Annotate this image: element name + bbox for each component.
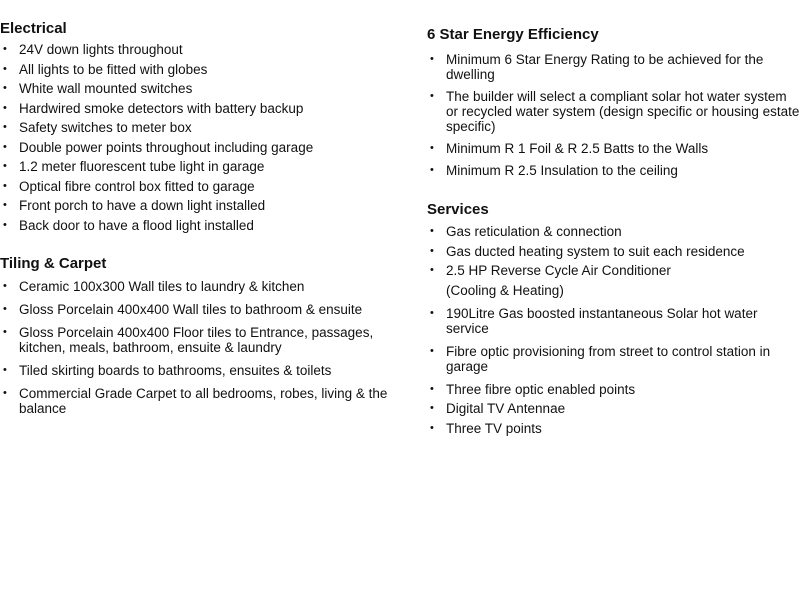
bullet-icon: • — [3, 218, 7, 231]
list-item: • Ceramic 100x300 Wall tiles to laundry & kitchen — [3, 279, 305, 294]
bullet-icon: • — [430, 382, 434, 395]
list-item: • Back door to have a flood light installed — [3, 217, 254, 233]
list-item-continuation: (Cooling & Heating) — [446, 282, 564, 298]
electrical-section — [0, 20, 405, 237]
tiling-carpet-heading: Tiling & Carpet — [0, 255, 107, 272]
bullet-icon: • — [3, 303, 7, 315]
bullet-icon: • — [3, 326, 7, 338]
list-item: • 24V down lights throughout — [3, 42, 183, 57]
list-item: • Safety switches to meter box — [3, 120, 192, 135]
services-section — [427, 201, 800, 440]
bullet-icon: • — [3, 140, 7, 153]
electrical-list — [0, 42, 405, 233]
bullet-icon: • — [430, 90, 434, 102]
bullet-icon: • — [430, 306, 434, 319]
bullet-icon: • — [430, 244, 434, 257]
list-item: • Optical fibre control box fitted to garage — [3, 178, 255, 194]
bullet-icon: • — [430, 344, 434, 357]
tiling-carpet-list — [0, 279, 405, 416]
bullet-icon: • — [3, 387, 7, 399]
bullet-icon: • — [3, 62, 7, 75]
bullet-icon: • — [3, 121, 7, 133]
bullet-icon: • — [430, 402, 434, 414]
list-item: • 1.2 meter fluorescent tube light in garage — [3, 159, 265, 174]
bullet-icon: • — [3, 82, 7, 94]
list-item: • Minimum R 2.5 Insulation to the ceiling — [430, 163, 678, 178]
bullet-icon: • — [3, 160, 7, 172]
list-item: • Double power points throughout including garage — [3, 139, 314, 155]
list-item: • Minimum 6 Star Energy Rating to be achieved for the dwelling — [430, 52, 764, 82]
services-heading: Services — [427, 201, 489, 218]
energy-efficiency-list — [427, 52, 800, 178]
list-item: • Gas reticulation & connection — [430, 224, 622, 239]
bullet-icon: • — [3, 43, 7, 55]
bullet-icon: • — [3, 199, 7, 211]
list-item: • Gloss Porcelain 400x400 Floor tiles to Entrance, passages, kitchen, meals, bathroom, ensuite & laundry — [3, 325, 374, 355]
list-item: • Digital TV Antennae — [430, 401, 566, 416]
list-item: • 190Litre Gas boosted instantaneous Solar hot water service — [430, 305, 758, 336]
bullet-icon: • — [3, 280, 7, 292]
list-item: • Three fibre optic enabled points — [430, 381, 636, 397]
bullet-icon: • — [430, 225, 434, 237]
list-item: • All lights to be fitted with globes — [3, 61, 208, 77]
bullet-icon: • — [430, 421, 434, 434]
bullet-icon: • — [3, 101, 7, 114]
list-item: • Gas ducted heating system to suit each residence — [430, 243, 745, 259]
list-item: • Front porch to have a down light installed — [3, 198, 266, 213]
list-item: • Commercial Grade Carpet to all bedrooms, robes, living & the balance — [3, 386, 388, 416]
tiling-carpet-section — [0, 255, 405, 424]
list-item: • Gloss Porcelain 400x400 Wall tiles to bathroom & ensuite — [3, 302, 363, 317]
bullet-icon: • — [430, 142, 434, 154]
bullet-icon: • — [430, 264, 434, 276]
list-item: • 2.5 HP Reverse Cycle Air Conditioner — [430, 263, 671, 278]
bullet-icon: • — [3, 179, 7, 192]
energy-efficiency-section — [427, 26, 800, 185]
list-item: • Tiled skirting boards to bathrooms, ensuites & toilets — [3, 363, 332, 378]
electrical-heading: Electrical — [0, 20, 67, 37]
bullet-icon: • — [3, 364, 7, 376]
services-list — [427, 224, 800, 436]
bullet-icon: • — [430, 53, 434, 65]
list-item: • The builder will select a compliant solar hot water system or recycled water system (design specific or housing estate specific) — [430, 89, 800, 134]
list-item: • White wall mounted switches — [3, 81, 193, 96]
energy-efficiency-heading: 6 Star Energy Efficiency — [427, 26, 599, 43]
list-item: • Three TV points — [430, 420, 542, 436]
list-item: • Minimum R 1 Foil & R 2.5 Batts to the Walls — [430, 141, 709, 156]
list-item: • Fibre optic provisioning from street to control station in garage — [430, 343, 771, 374]
list-item: • Hardwired smoke detectors with battery backup — [3, 100, 304, 116]
bullet-icon: • — [430, 164, 434, 176]
